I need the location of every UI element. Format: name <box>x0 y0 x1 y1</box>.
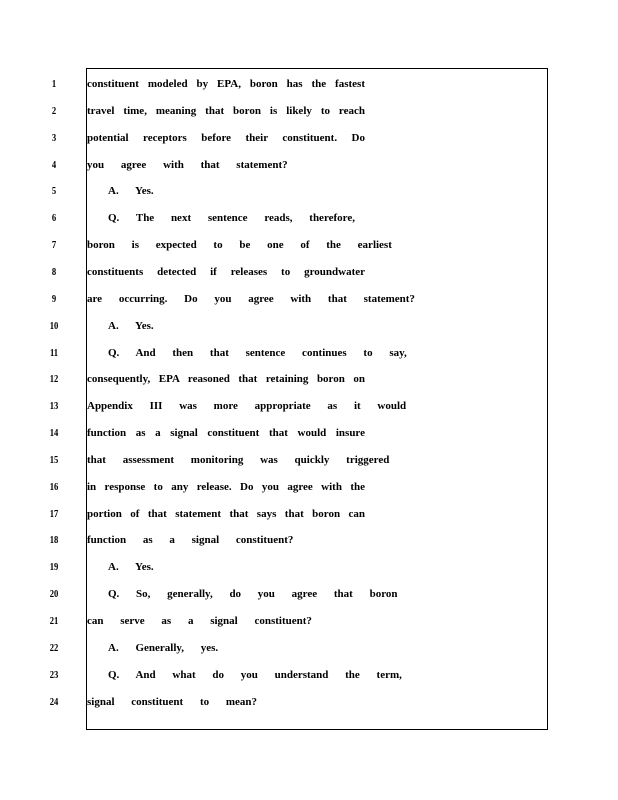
transcript-line <box>0 181 618 201</box>
line-text: potential receptors before their constituent. Do <box>87 131 365 144</box>
line-text: signal constituent to mean? <box>87 695 258 708</box>
transcript-line <box>0 584 618 604</box>
transcript-line <box>0 74 618 94</box>
line-text: Q. So, generally, do you agree that boron <box>108 588 398 601</box>
line-number: 4 <box>51 158 57 171</box>
transcript-line <box>0 692 618 712</box>
transcript-line <box>0 423 618 443</box>
transcript-line <box>0 316 618 336</box>
line-number: 8 <box>51 265 57 278</box>
transcript-line <box>0 235 618 255</box>
transcript-line <box>0 208 618 228</box>
line-number: 14 <box>49 427 59 440</box>
transcript-line <box>0 638 618 658</box>
line-number: 7 <box>51 239 57 252</box>
transcript-line <box>0 289 618 309</box>
line-number: 19 <box>49 561 59 574</box>
line-number: 6 <box>51 212 57 225</box>
line-number: 20 <box>49 588 59 601</box>
line-number: 13 <box>49 400 59 413</box>
line-number: 9 <box>51 292 57 305</box>
transcript-line <box>0 477 618 497</box>
transcript-line <box>0 530 618 550</box>
line-number: 18 <box>49 534 59 547</box>
line-text: A. Generally, yes. <box>108 641 219 654</box>
transcript-line <box>0 450 618 470</box>
line-number: 22 <box>49 641 59 654</box>
line-text: that assessment monitoring was quickly triggered <box>87 453 390 466</box>
line-number: 1 <box>51 78 57 90</box>
line-number: 5 <box>51 185 57 198</box>
transcript-line <box>0 611 618 631</box>
line-number: 15 <box>49 453 59 466</box>
line-text: consequently, EPA reasoned that retaining boron on <box>87 373 365 386</box>
line-text: in response to any release. Do you agree with the <box>87 480 365 493</box>
transcript-line <box>0 262 618 282</box>
line-number: 16 <box>49 480 59 493</box>
transcript-line <box>0 665 618 685</box>
line-text: Appendix III was more appropriate as it would <box>87 400 407 413</box>
line-number: 11 <box>49 346 59 359</box>
line-text: function as a signal constituent that would insure <box>87 427 365 440</box>
line-text: boron is expected to be one of the earliest <box>87 239 392 252</box>
line-text: portion of that statement that says that boron can <box>87 507 365 520</box>
line-text: you agree with that statement? <box>87 158 288 171</box>
line-number: 24 <box>49 695 59 708</box>
line-text: Q. And then that sentence continues to say, <box>108 346 407 359</box>
line-text: A. Yes. <box>108 561 154 574</box>
transcript-line <box>0 504 618 524</box>
transcript-line <box>0 343 618 363</box>
transcript-line <box>0 101 618 121</box>
line-text: are occurring. Do you agree with that statement? <box>87 292 415 305</box>
transcript-line <box>0 369 618 389</box>
line-number: 21 <box>49 615 59 627</box>
line-number: 10 <box>49 319 59 332</box>
line-number: 3 <box>51 131 57 144</box>
line-text: constituents detected if releases to groundwater <box>87 265 365 278</box>
line-text: constituent modeled by EPA, boron has the fastest <box>87 78 365 90</box>
line-text: A. Yes. <box>108 185 154 198</box>
line-text: travel time, meaning that boron is likely to reach <box>87 104 365 117</box>
transcript-line <box>0 396 618 416</box>
line-text: Q. The next sentence reads, therefore, <box>108 212 355 225</box>
line-number: 23 <box>49 668 59 681</box>
line-number: 17 <box>49 507 59 520</box>
line-text: Q. And what do you understand the term, <box>108 668 402 681</box>
transcript-line <box>0 155 618 175</box>
line-text: A. Yes. <box>108 319 154 332</box>
line-number: 12 <box>49 373 59 386</box>
line-number: 2 <box>51 104 57 117</box>
line-text: function as a signal constituent? <box>87 534 294 547</box>
line-text: can serve as a signal constituent? <box>87 615 312 627</box>
transcript-line <box>0 128 618 148</box>
transcript-line <box>0 557 618 577</box>
